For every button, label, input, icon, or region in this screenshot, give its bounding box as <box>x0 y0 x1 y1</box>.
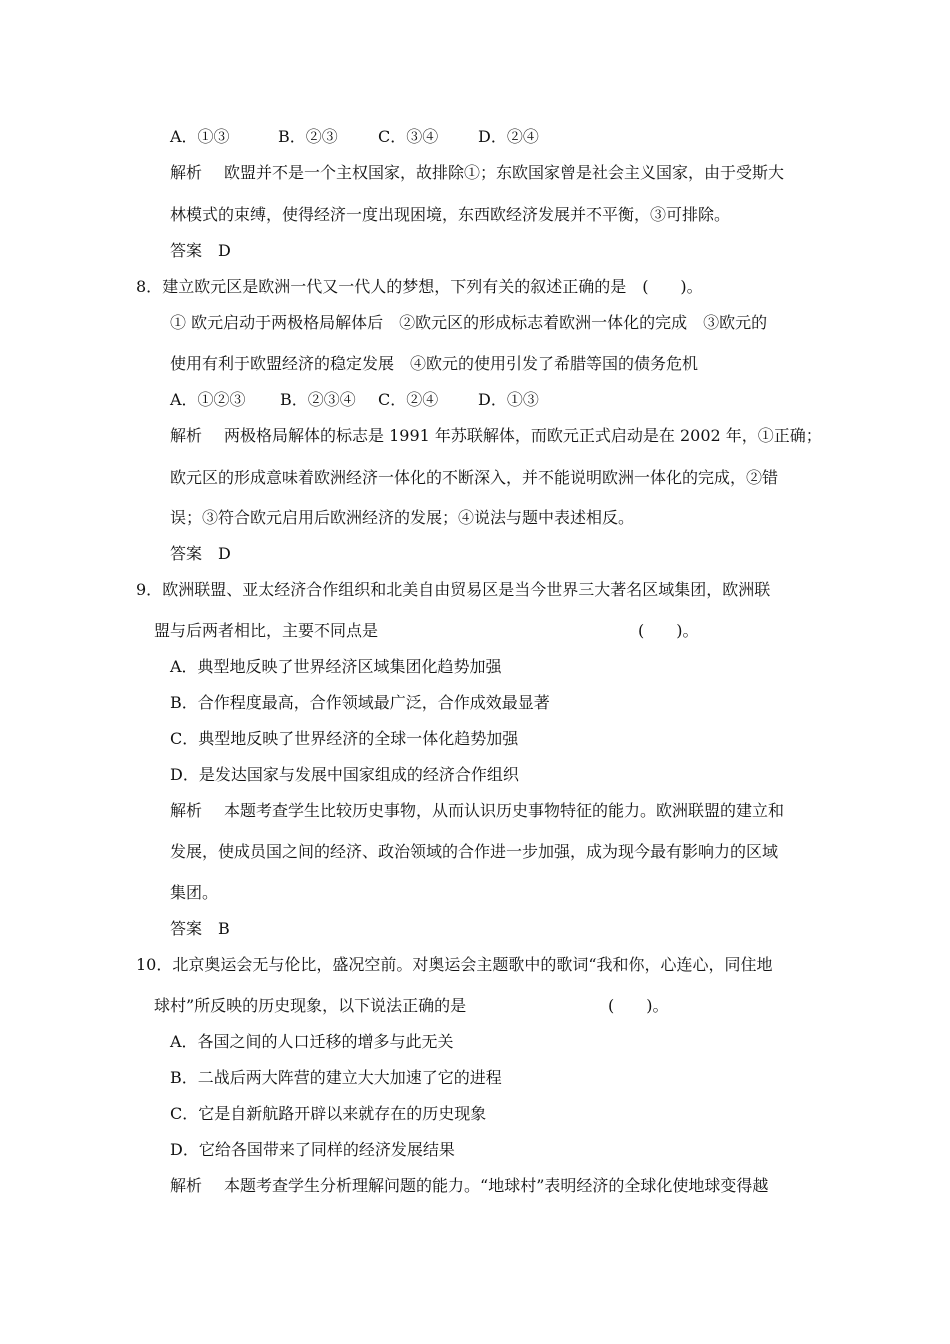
q10-number: 10． <box>136 955 173 974</box>
q9-analysis-line: 集团。 <box>170 883 219 902</box>
q7-option-a: A．①③ <box>170 127 230 146</box>
q8-analysis-line: 解析 两极格局解体的标志是 1991 年苏联解体，而欧元正式启动是在 2002 年，①正确； <box>170 426 822 445</box>
q7-options <box>170 126 730 148</box>
q9-number: 9． <box>136 580 163 599</box>
q7-option-c: C．③④ <box>378 127 439 146</box>
q7-answer <box>170 240 231 262</box>
q7-analysis-label: 解析 <box>170 163 203 182</box>
q8-answer-value: D <box>218 544 231 563</box>
q8-statements-line: 使用有利于欧盟经济的稳定发展 ④欧元的使用引发了希腊等国的债务危机 <box>170 354 699 373</box>
q10-stem-line: 球村”所反映的历史现象，以下说法正确的是 <box>154 996 467 1015</box>
q7-answer-value: D <box>218 241 231 260</box>
q10-option-b: B．二战后两大阵营的建立大大加速了它的进程 <box>170 1068 502 1087</box>
q10-analysis-label: 解析 <box>170 1176 203 1195</box>
q9-stem: 9．欧洲联盟、亚太经济合作组织和北美自由贸易区是当今世界三大著名区域集团，欧洲联 <box>136 580 771 599</box>
q8-option-a: A．①②③ <box>170 390 246 409</box>
q8-option-d: D．①③ <box>478 390 539 409</box>
q9-analysis-line: 解析 本题考查学生比较历史事物，从而认识历史事物特征的能力。欧洲联盟的建立和 <box>170 801 785 820</box>
q9-bracket: ( )。 <box>638 621 699 640</box>
q8-statements-line: ① 欧元启动于两极格局解体后 ②欧元区的形成标志着欧洲一体化的完成 ③欧元的 <box>170 313 768 332</box>
q9-stem-line: 盟与后两者相比，主要不同点是 <box>154 621 379 640</box>
q10-option-d: D．它给各国带来了同样的经济发展结果 <box>170 1140 455 1159</box>
q10-stem: 10．北京奥运会无与伦比，盛况空前。对奥运会主题歌中的歌词“我和你，心连心，同住地 <box>136 955 773 974</box>
q10-analysis-line: 解析 本题考查学生分析理解问题的能力。“地球村”表明经济的全球化使地球变得越 <box>170 1176 769 1195</box>
q7-option-b: B．②③ <box>278 127 338 146</box>
q9-answer-label: 答案 <box>170 919 203 938</box>
q8-option-b: B．②③④ <box>280 390 356 409</box>
q9-analysis-label: 解析 <box>170 801 203 820</box>
q8-stem: 8．建立欧元区是欧洲一代又一代人的梦想，下列有关的叙述正确的是 ( )。 <box>136 277 703 296</box>
q8-answer <box>170 543 231 565</box>
q9-answer-value: B <box>218 919 230 938</box>
q8-analysis-label: 解析 <box>170 426 203 445</box>
q7-option-d: D．②④ <box>478 127 539 146</box>
q9-answer <box>170 918 230 940</box>
q8-options <box>170 389 730 411</box>
q9-option-c: C．典型地反映了世界经济的全球一体化趋势加强 <box>170 729 519 748</box>
q8-answer-label: 答案 <box>170 544 203 563</box>
q7-analysis-line: 林模式的束缚，使得经济一度出现困境，东西欧经济发展并不平衡，③可排除。 <box>170 205 731 224</box>
q7-analysis-line: 解析 欧盟并不是一个主权国家，故排除①；东欧国家曾是社会主义国家，由于受斯大 <box>170 163 785 182</box>
q9-option-d: D．是发达国家与发展中国家组成的经济合作组织 <box>170 765 519 784</box>
q8-option-c: C．②④ <box>378 390 439 409</box>
q9-analysis-line: 发展，使成员国之间的经济、政治领域的合作进一步加强，成为现今最有影响力的区域 <box>170 842 779 861</box>
q8-number: 8． <box>136 277 163 296</box>
q7-answer-label: 答案 <box>170 241 203 260</box>
q10-option-a: A．各国之间的人口迁移的增多与此无关 <box>170 1032 454 1051</box>
q10-option-c: C．它是自新航路开辟以来就存在的历史现象 <box>170 1104 487 1123</box>
q8-analysis-line: 欧元区的形成意味着欧洲经济一体化的不断深入，并不能说明欧洲一体化的完成，②错 <box>170 468 779 487</box>
q10-bracket: ( )。 <box>608 996 669 1015</box>
q8-analysis-line: 误；③符合欧元启用后欧洲经济的发展；④说法与题中表述相反。 <box>170 508 635 527</box>
q9-option-b: B．合作程度最高，合作领域最广泛，合作成效最显著 <box>170 693 550 712</box>
q9-option-a: A．典型地反映了世界经济区域集团化趋势加强 <box>170 657 502 676</box>
